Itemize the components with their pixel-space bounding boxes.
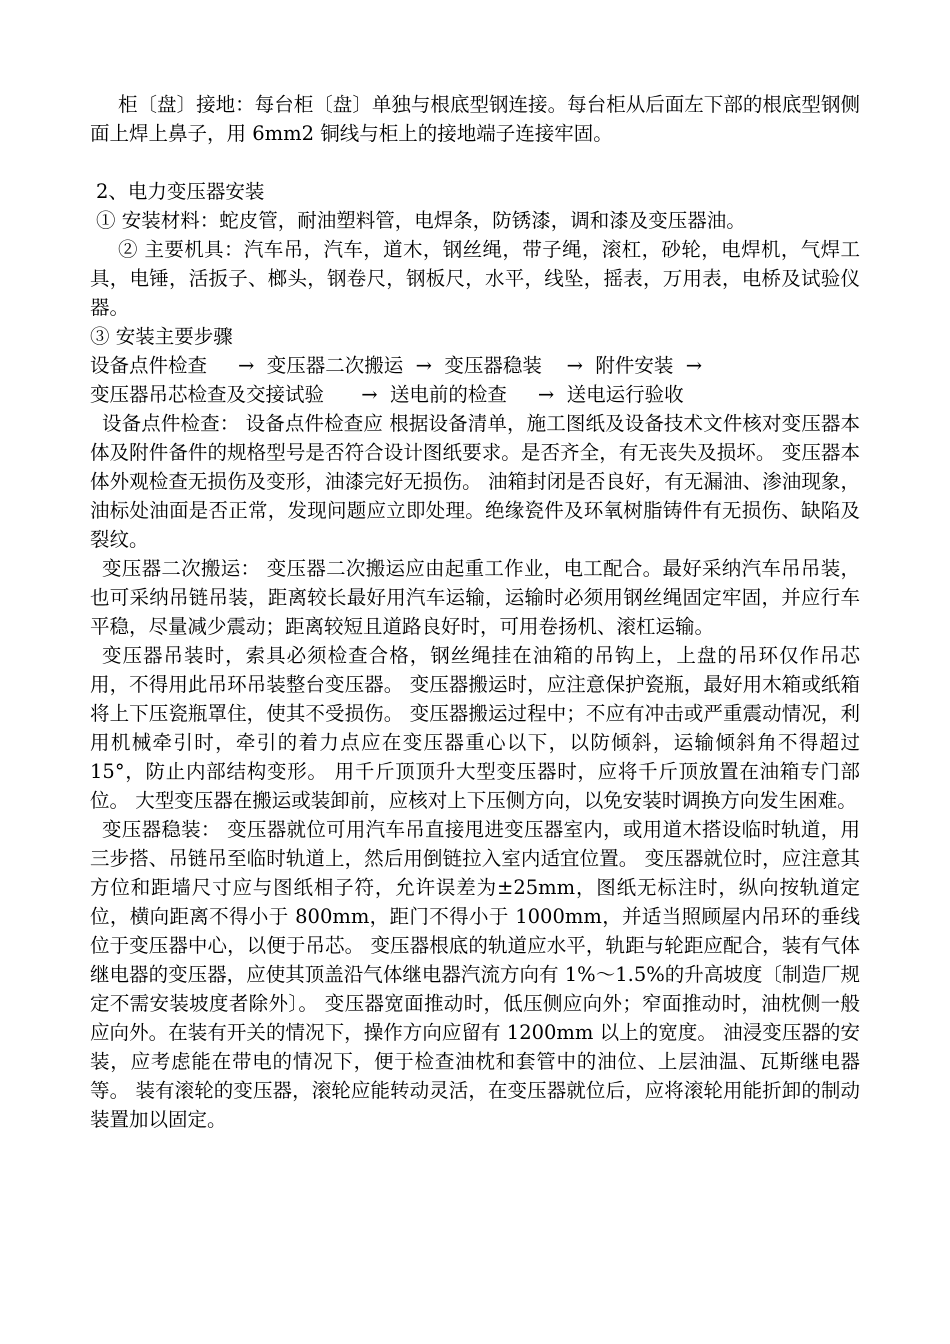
section-heading-transformer: 2、电力变压器安装	[96, 180, 265, 203]
paragraph-secondary-handling: 变压器二次搬运： 变压器二次搬运应由起重工作业，电工配合。最好采纳汽车吊吊装，也可采纳吊链吊装，距离较长最好用汽车运输，运输时必须用钢丝绳固定牢固，并应行车平稳，尽量减少震动；距离较短且道路良好时，可用卷扬机、滚杠运输。	[90, 557, 860, 638]
paragraph-installation: 变压器稳装： 变压器就位可用汽车吊直接甩进变压器室内，或用道木搭设临时轨道，用三步搭、吊链吊至临时轨道上，然后用倒链拉入室内适宜位置。 变压器就位时，应注意其方位和距墙尺寸应与图纸相子符，允许误差为±25mm，图纸无标注时，纵向按轨道定位，横向距离不得小于 800mm，距门不得小于 1000mm，并适当照顾屋内吊环的垂线位于变压器中心，以便于吊芯。 变压器根底的轨道应水平，轨距与轮距应配合，装有气体继电器的变压器，应使其顶盖沿气体继电器汽流方向有 1%～1.5%的升高坡度〔制造厂规定不需安装坡度者除外〕。 变压器宽面推动时，低压侧应向外；窄面推动时，油枕侧一般应向外。在装有开关的情况下，操作方向应留有 1200mm 以上的宽度。 油浸变压器的安装，应考虑能在带电的情况下，便于检查油枕和套管中的油位、上层油温、瓦斯继电器等。 装有滚轮的变压器，滚轮应能转动灵活，在变压器就位后，应将滚轮用能折卸的制动装置加以固定。	[90, 818, 860, 1131]
paragraph-materials: ① 安装材料：蛇皮管，耐油塑料管，电焊条，防锈漆，调和漆及变压器油。	[96, 209, 746, 232]
document-page	[90, 90, 860, 1134]
flow-line-1: 设备点件检查 → 变压器二次搬运 → 变压器稳装 → 附件安装 →	[90, 354, 703, 377]
paragraph-hoisting: 变压器吊装时，索具必须检查合格，钢丝绳挂在油箱的吊钩上，上盘的吊环仅作吊芯用，不得用此吊环吊装整台变压器。 变压器搬运时，应注意保护瓷瓶，最好用木箱或纸箱将上下压瓷瓶罩住，使其不受损伤。 变压器搬运过程中；不应有冲击或严重震动情况，利用机械牵引时，牵引的着力点应在变压器重心以下，以防倾斜，运输倾斜角不得超过 15°，防止内部结构变形。 用千斤顶顶升大型变压器时，应将千斤顶放置在油箱专门部位。 大型变压器在搬运或装卸前，应核对上下压侧方向，以免安装时调换方向发生困难。	[90, 644, 860, 812]
flow-line-2: 变压器吊芯检查及交接试验 → 送电前的检查 → 送电运行验收	[90, 383, 684, 406]
blank-line	[90, 148, 860, 177]
paragraph-steps-heading: ③ 安装主要步骤	[90, 325, 233, 348]
paragraph-inspection: 设备点件检查： 设备点件检查应 根据设备清单，施工图纸及设备技术文件核对变压器本体及附件备件的规格型号是否符合设计图纸要求。是否齐全，有无丧失及损坏。 变压器本体外观检查无损伤及变形，油漆完好无损伤。 油箱封闭是否良好，有无漏油、渗油现象，油标处油面是否正常，发现问题应立即处理。绝缘瓷件及环氧树脂铸件有无损伤、缺陷及裂纹。	[90, 412, 860, 551]
paragraph-cabinet-grounding: 柜〔盘〕接地：每台柜〔盘〕单独与根底型钢连接。每台柜从后面左下部的根底型钢侧面上焊上鼻子，用 6mm2 铜线与柜上的接地端子连接牢固。	[90, 93, 860, 145]
paragraph-tools: ② 主要机具：汽车吊，汽车，道木，钢丝绳，带子绳，滚杠，砂轮，电焊机，气焊工具，电锤，活扳子、榔头，钢卷尺，钢板尺，水平，线坠，摇表，万用表，电桥及试验仪器。	[90, 238, 860, 319]
